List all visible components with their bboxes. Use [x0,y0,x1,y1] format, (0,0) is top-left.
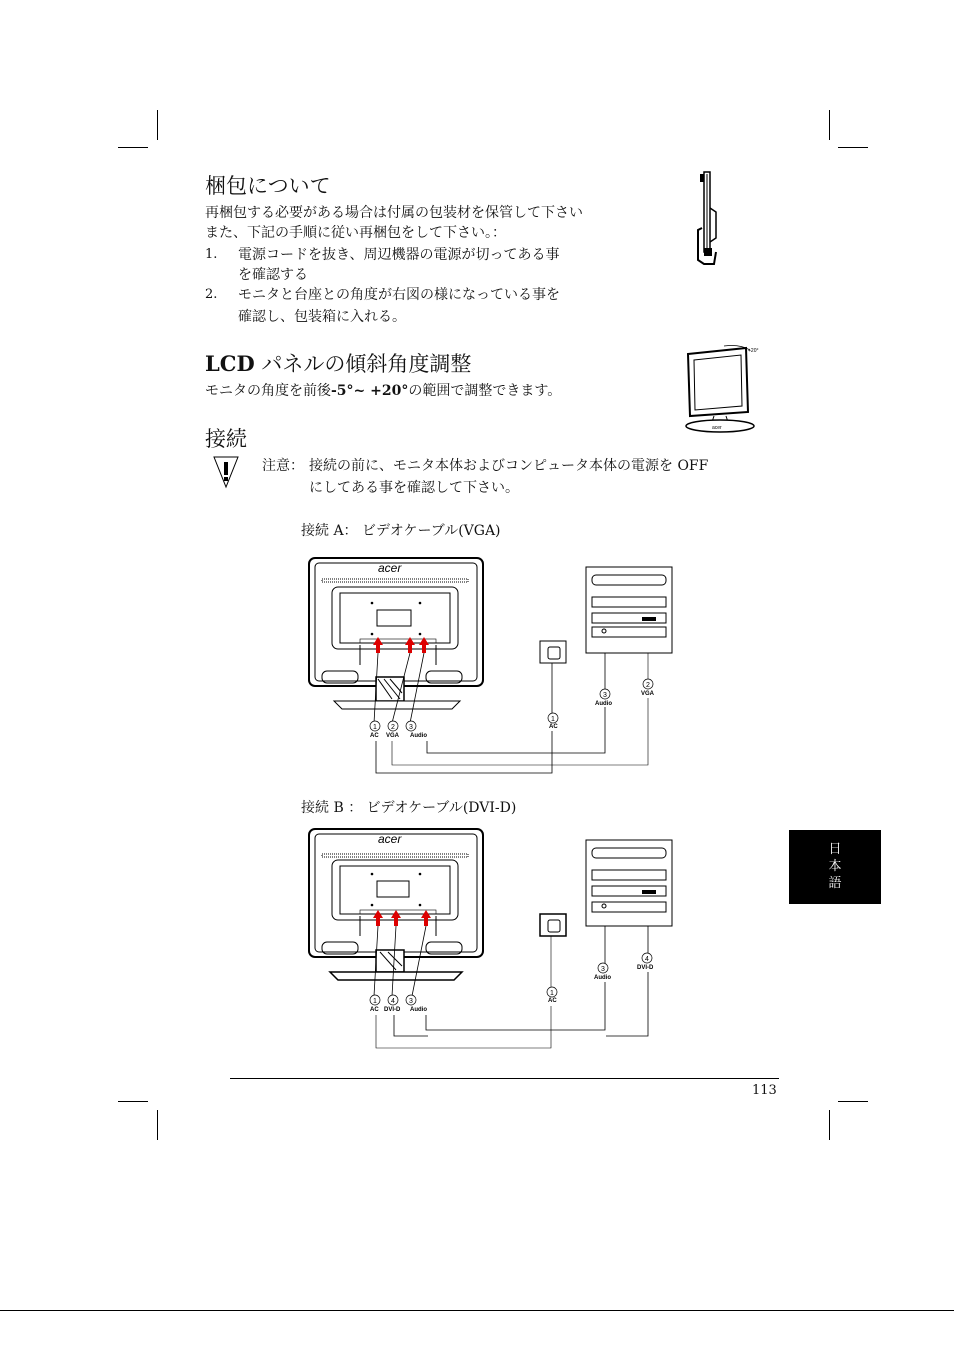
tilt-title-rest: パネルの傾斜角度調整 [254,352,472,376]
angle-label: +20° [748,348,759,354]
monitor-brand: acer [378,561,402,575]
label-ac-outlet: AC [549,724,558,730]
language-tab-char: 語 [828,876,842,891]
label-ac: AC [370,1007,379,1013]
monitor-brand: acer [378,832,402,846]
packing-title: 梱包について [205,174,331,198]
note-line2: にしてある事を確認して下さい。 [309,480,519,496]
note-line1: 接続の前に、モニタ本体およびコンピュータ本体の電源を OFF [309,458,709,474]
label-ac: AC [370,733,379,739]
label-3-pc: 3 [603,692,607,699]
label-2-pc: 2 [646,682,650,689]
monitor-back [309,558,483,686]
warning-icon [212,455,240,489]
packing-para2: また、下記の手順に従い再梱包をして下さい。： [205,225,506,241]
crop-mark [157,1110,158,1140]
connection-title: 接続 [205,427,247,451]
step2-line2: 確認し、包装箱に入れる。 [238,309,406,325]
language-tab-char: 本 [828,859,842,874]
crop-mark [838,147,868,148]
crop-mark [829,1110,830,1140]
stand-brand: acer [712,425,722,431]
tilt-range: -5°~ +20° [331,383,409,399]
packing-para1: 再梱包する必要がある場合は付属の包装材を保管して下さい [205,205,583,221]
step1-line2: を確認する [238,267,308,283]
crop-mark [157,110,158,140]
label-audio: Audio [410,733,427,739]
note-label: 注意： [262,458,304,474]
crop-mark [118,1101,148,1102]
label-audio: Audio [410,1007,427,1013]
crop-mark [829,110,830,140]
crop-mark [838,1101,868,1102]
page-number: 113 [752,1083,777,1098]
tilt-text [205,381,561,401]
connA-caption: 接続 A： ビデオケーブル(VGA) [301,523,501,539]
label-4: 4 [391,998,395,1005]
step2-line1: モニタと台座との角度が右図の様になっている事を [238,287,560,303]
monitor-back [309,829,483,957]
connA-diagram [300,555,680,777]
label-1-outlet: 1 [550,990,554,997]
label-vga-pc: VGA [641,691,655,697]
label-vga: VGA [386,733,400,739]
connB-diagram [300,826,680,1052]
label-audio-pc: Audio [595,701,612,707]
crop-mark [118,147,148,148]
tilt-title-bold: LCD [205,351,255,376]
tilt-text-post: の範囲で調整できます。 [408,383,562,399]
folded-monitor-illustration [690,168,730,272]
label-4-pc: 4 [645,956,649,963]
label-1: 1 [373,998,377,1005]
label-dvi-pc: DVI-D [637,965,654,971]
label-1-outlet: 1 [551,716,555,723]
label-3: 3 [409,998,413,1005]
label-3: 3 [409,724,413,731]
pc-back [586,567,672,653]
tilt-monitor-illustration [684,340,766,434]
step1-line1: 電源コードを抜き、周辺機器の電源が切ってある事 [238,247,560,263]
label-audio-pc: Audio [594,975,611,981]
label-3-pc: 3 [601,966,605,973]
wall-outlet [540,641,566,663]
page-bottom-rule [0,1310,954,1311]
tilt-text-pre: モニタの角度を前後 [205,383,331,399]
step2-number: 2. [205,287,218,302]
label-2: 2 [391,724,395,731]
footer-rule [230,1078,779,1079]
label-dvi: DVI-D [384,1007,401,1013]
connB-caption: 接続 B ： ビデオケーブル(DVI-D) [301,800,517,816]
language-tab-char: 日 [828,842,842,857]
step1-number: 1. [205,247,218,262]
label-1: 1 [373,724,377,731]
language-tab [789,830,881,904]
pc-back [586,840,672,926]
wall-outlet [540,914,566,936]
tilt-title [205,348,471,378]
label-ac-outlet: AC [548,998,557,1004]
